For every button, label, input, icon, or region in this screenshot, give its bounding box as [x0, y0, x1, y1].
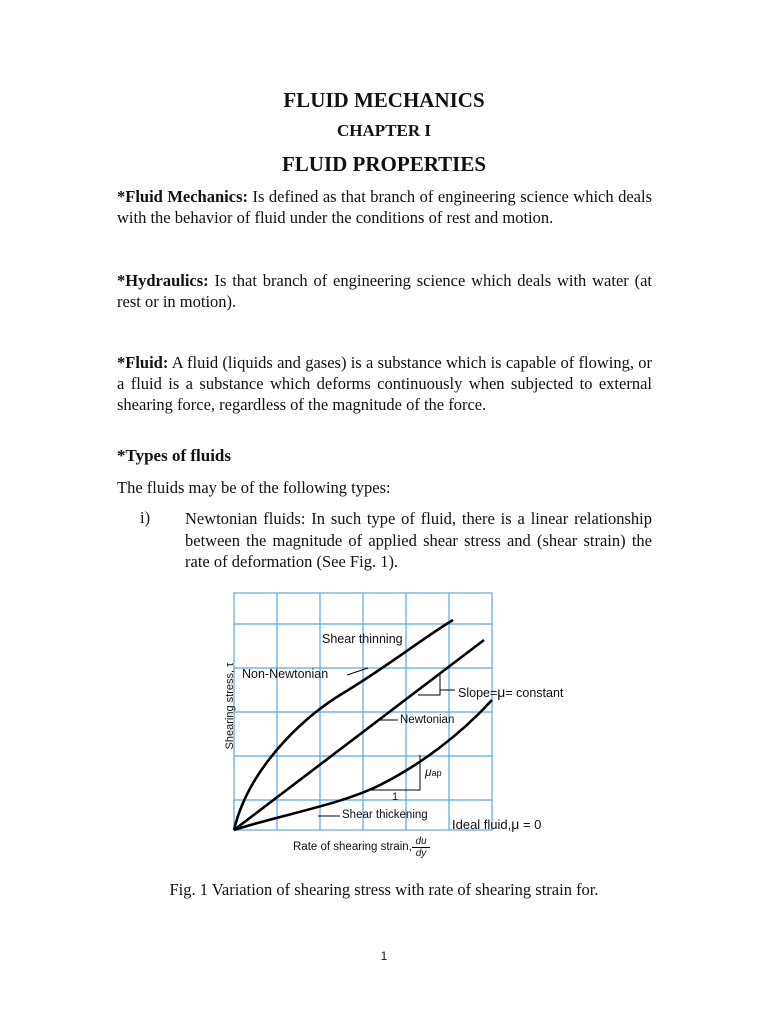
ideal-zero: = 0 [519, 817, 542, 832]
fraction-numerator: du [412, 836, 430, 848]
label-shear-thickening: Shear thickening [342, 809, 428, 821]
label-one: 1 [392, 791, 399, 803]
x-axis-label: Rate of shearing strain, [293, 841, 412, 853]
fraction-denominator: dy [415, 848, 427, 859]
y-axis-label: Shearing stress, τ [224, 662, 236, 750]
definition-fluid-mechanics [117, 186, 652, 228]
figure-caption: Fig. 1 Variation of shearing stress with rate of shearing strain for. [169, 880, 599, 899]
document-title: FLUID MECHANICS [283, 88, 485, 112]
label-newtonian: Newtonian [400, 714, 455, 726]
constant-text: = constant [505, 686, 564, 700]
slope-text: Slope= [458, 686, 498, 700]
chapter-label: CHAPTER I [337, 121, 431, 140]
slope-triangle [418, 675, 440, 695]
label-slope [458, 684, 563, 700]
mu-symbol: μ [497, 684, 506, 700]
definition-text: A fluid (liquids and gases) is a substance which is capable of flowing, or a fluid is a substance which deforms continuously when subjected to external shearing force, regardless of the magnitude of the force. [117, 353, 652, 414]
definition-hydraulics [117, 270, 652, 312]
ideal-mu: μ [511, 816, 520, 832]
list-item-number: i) [140, 508, 151, 527]
ideal-fluid-text: Ideal fluid, [452, 817, 512, 832]
types-heading: *Types of fluids [117, 446, 231, 465]
x-axis-fraction [412, 836, 430, 859]
term: *Fluid Mechanics: [117, 187, 248, 206]
term: *Fluid: [117, 353, 169, 372]
label-ideal-fluid [452, 816, 541, 832]
label-non-newtonian: Non-Newtonian [242, 667, 329, 681]
non-newtonian-leader [347, 668, 368, 675]
types-intro: The fluids may be of the following types: [117, 478, 391, 497]
page-number: 1 [380, 949, 388, 963]
list-item-text: Newtonian fluids: In such type of fluid, there is a linear relationship between the magnitude of applied shear stress and (shear strain) the rate of deformation (See Fig. 1). [185, 509, 652, 571]
mu-ap-subscript: ap [431, 768, 442, 778]
figure-grid [234, 593, 492, 830]
term: *Hydraulics: [117, 271, 209, 290]
label-shear-thinning: Shear thinning [322, 632, 403, 646]
definition-fluid [117, 352, 652, 415]
mu-ap-triangle [370, 755, 420, 790]
definition-text: Is defined as that branch of engineering science which deals with the behavior of fluid under the conditions of rest and motion. [117, 187, 652, 227]
annotation-lines [318, 668, 455, 816]
mu-ap-symbol: μ [425, 765, 432, 779]
label-mu-ap [425, 765, 442, 779]
definition-text: Is that branch of engineering science which deals with water (at rest or in motion). [117, 271, 652, 311]
section-title: FLUID PROPERTIES [281, 152, 487, 176]
